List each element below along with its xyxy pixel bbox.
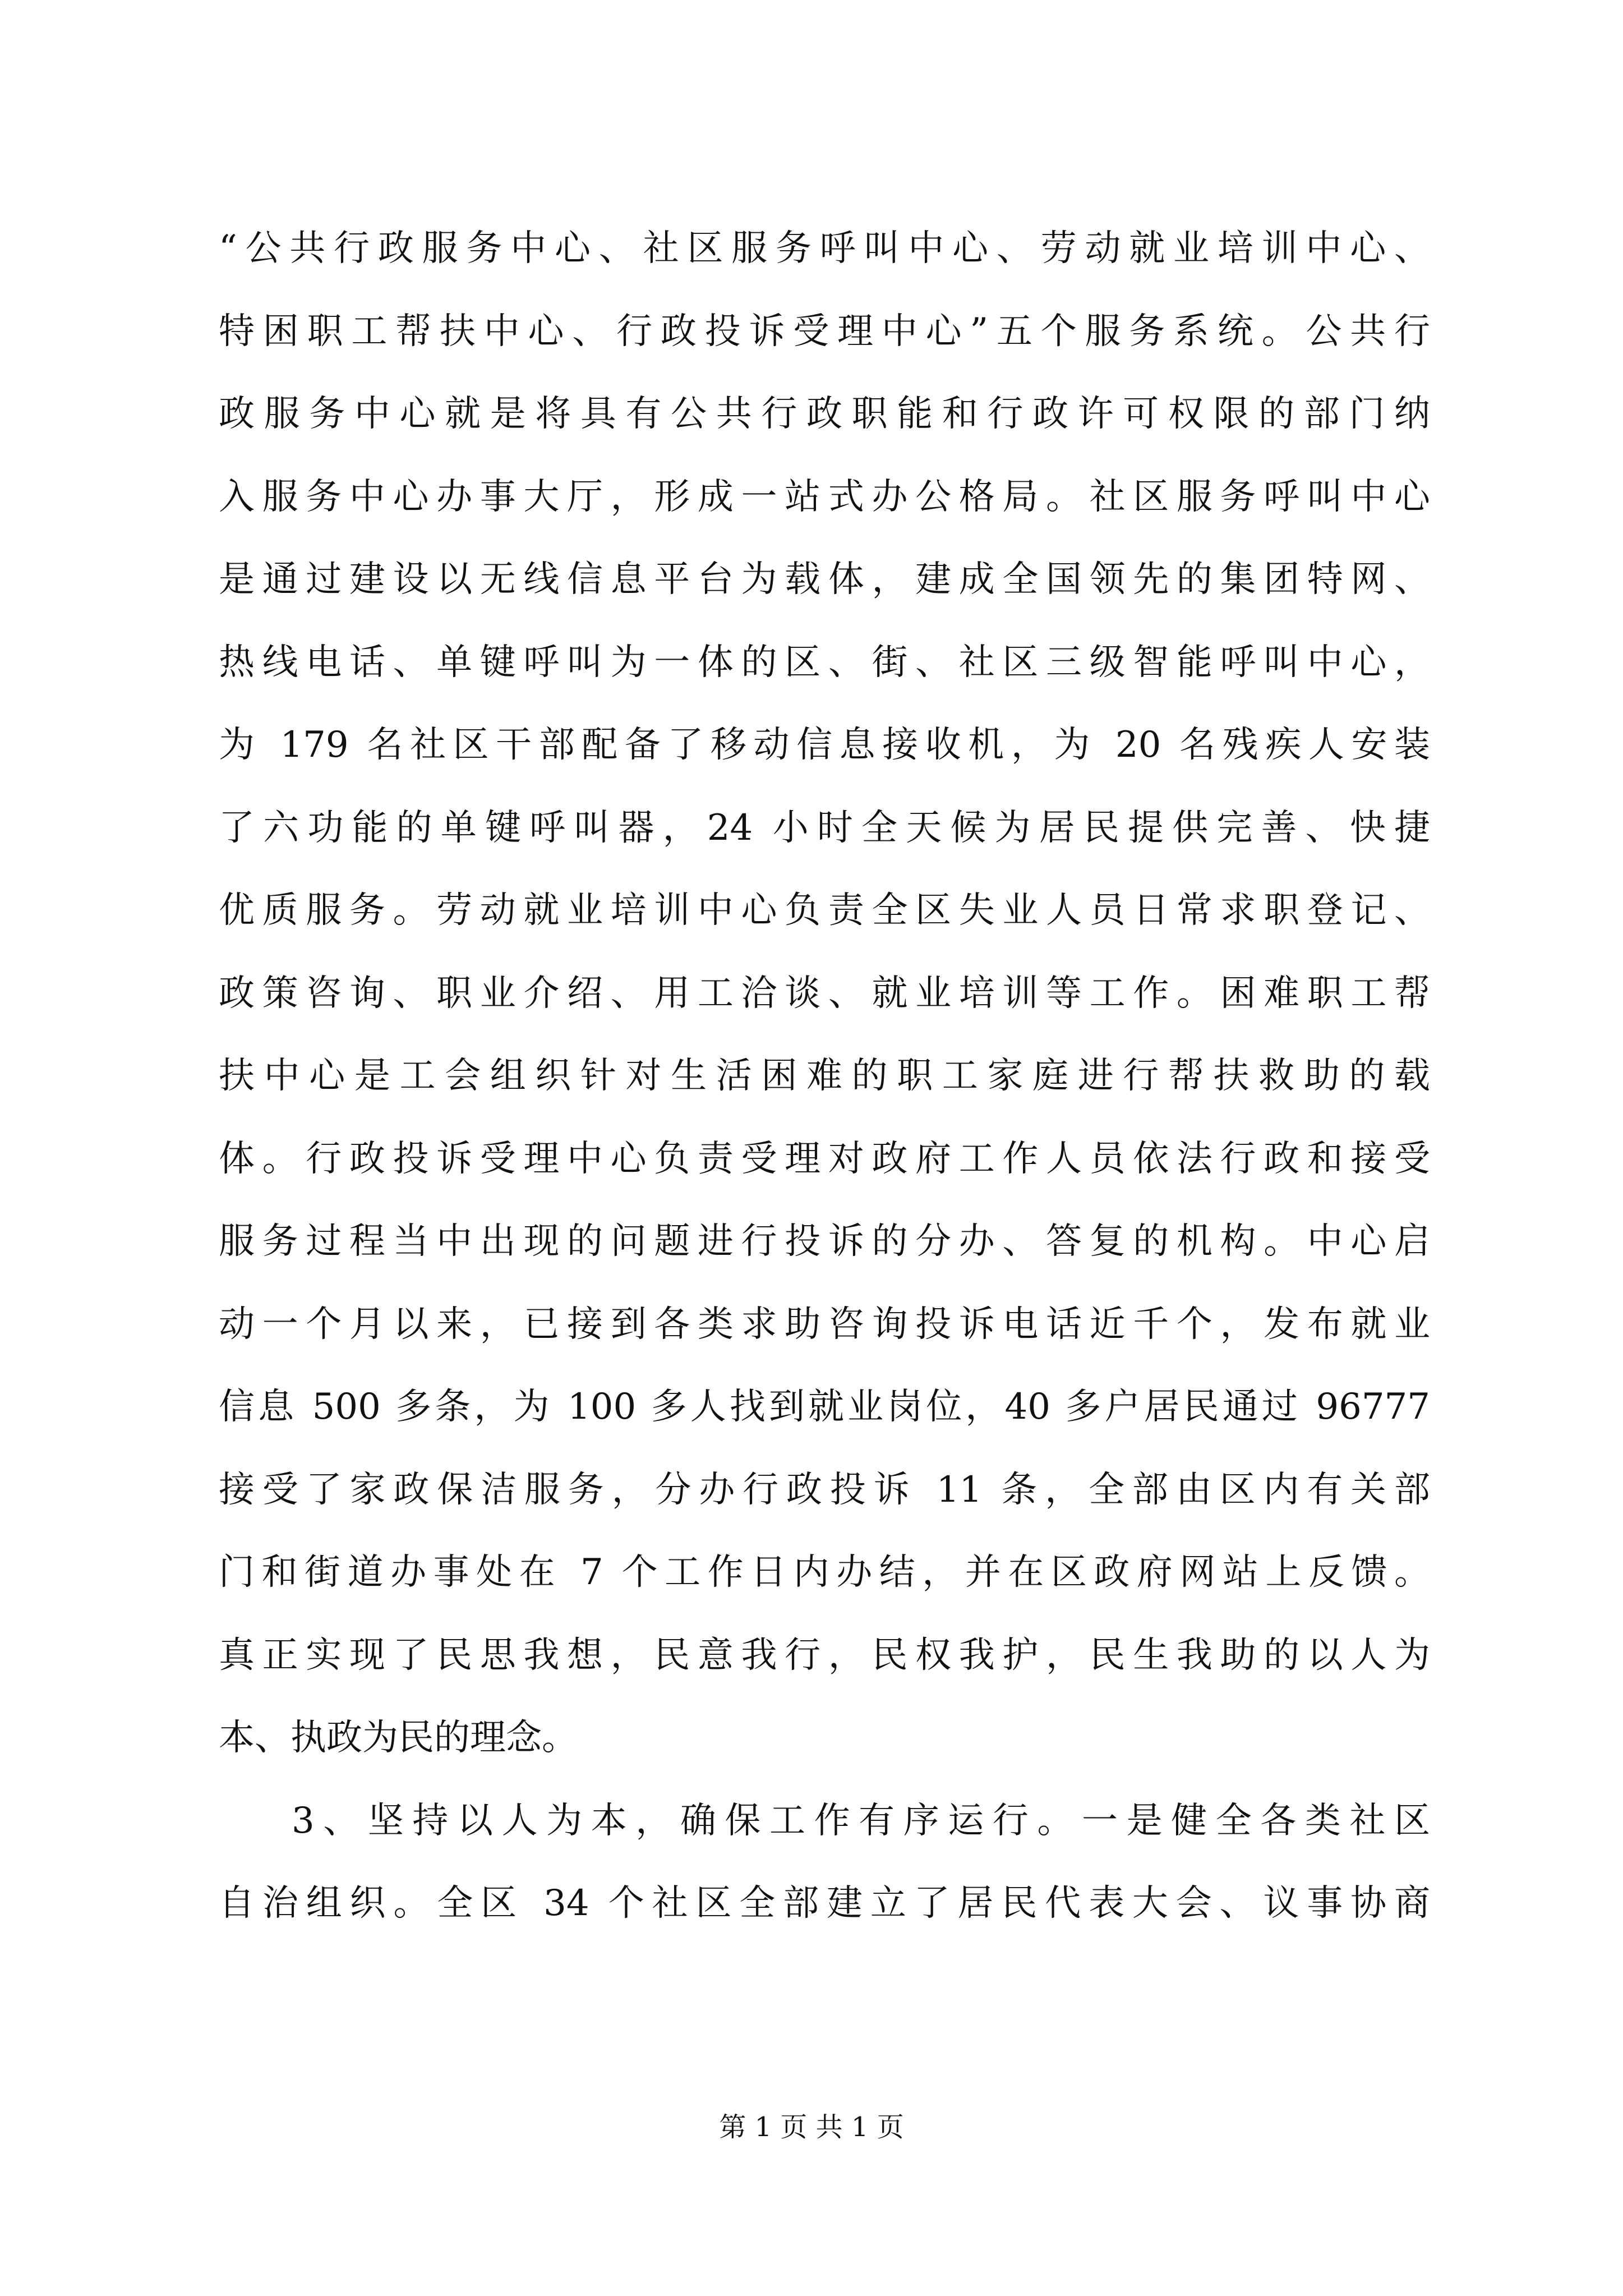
text-line: 服务过程当中出现的问题进行投诉的分办、答复的机构。中心启: [219, 1221, 1430, 1262]
text-line: 入服务中心办事大厅，形成一站式办公格局。社区服务呼叫中心: [219, 476, 1430, 518]
text-line: 体。行政投诉受理中心负责受理对政府工作人员依法行政和接受: [219, 1138, 1430, 1180]
text-line: 特困职工帮扶中心、行政投诉受理中心”五个服务系统。公共行: [219, 310, 1430, 352]
text-line: 扶中心是工会组织针对生活困难的职工家庭进行帮扶救助的载: [219, 1055, 1430, 1097]
text-line: 门和街道办事处在 7 个工作日内办结，并在区政府网站上反馈。: [219, 1552, 1430, 1593]
text-line: 热线电话、单键呼叫为一体的区、街、社区三级智能呼叫中心，: [219, 641, 1430, 683]
text-line: 真正实现了民思我想，民意我行，民权我护，民生我助的以人为: [219, 1634, 1430, 1676]
text-line: 自治组织。全区 34 个社区全部建立了居民代表大会、议事协商: [219, 1883, 1430, 1924]
body-text: [219, 208, 1430, 1945]
text-line: 政策咨询、职业介绍、用工洽谈、就业培训等工作。困难职工帮: [219, 972, 1430, 1014]
text-line: 优质服务。劳动就业培训中心负责全区失业人员日常求职登记、: [219, 890, 1430, 931]
text-line: 本、执政为民的理念。: [219, 1717, 578, 1759]
text-line: 是通过建设以无线信息平台为载体，建成全国领先的集团特网、: [219, 559, 1430, 600]
text-line: 动一个月以来，已接到各类求助咨询投诉电话近千个，发布就业: [219, 1303, 1430, 1345]
page-number-footer: 第 1 页 共 1 页: [719, 2111, 904, 2143]
text-line: 政服务中心就是将具有公共行政职能和行政许可权限的部门纳: [219, 393, 1430, 435]
text-line: 信息 500 多条，为 100 多人找到就业岗位，40 多户居民通过 96777: [219, 1386, 1430, 1428]
text-line: 了六功能的单键呼叫器，24 小时全天候为居民提供完善、快捷: [219, 807, 1430, 849]
text-line: 为 179 名社区干部配备了移动信息接收机，为 20 名残疾人安装: [219, 724, 1430, 766]
text-line: 接受了家政保洁服务，分办行政投诉 11 条，全部由区内有关部: [219, 1469, 1430, 1511]
text-line: “公共行政服务中心、社区服务呼叫中心、劳动就业培训中心、: [219, 228, 1430, 269]
text-line-paragraph-start: 3、坚持以人为本，确保工作有序运行。一是健全各类社区: [292, 1800, 1430, 1842]
